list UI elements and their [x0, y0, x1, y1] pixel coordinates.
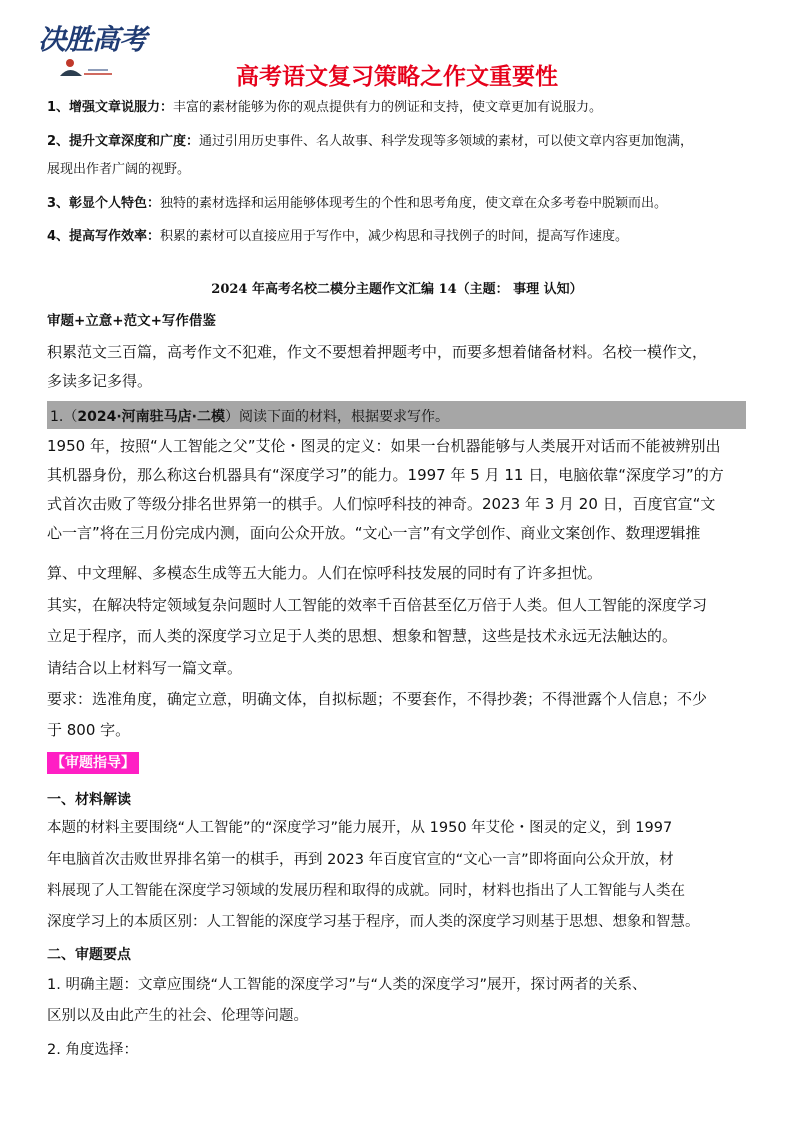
material-line: 立足于程序，而人类的深度学习立足于人类的思想、想象和智慧，这些是技术永远无法触达的。	[47, 627, 678, 645]
material-line: 算、中文理解、多模态生成等五大能力。人们在惊呼科技发展的同时有了许多担忧。	[47, 564, 603, 582]
benefit-2-continued: 展现出作者广阔的视野。	[47, 162, 191, 177]
section-title: 2024 年高考名校二模分主题作文汇编 14（主题： 事理 认知）	[211, 282, 583, 297]
material-line: 式首次击败了等级分排名世界第一的棋手。人们惊呼科技的神奇。2023 年 3 月 20 日，百度官宣“文	[47, 495, 716, 513]
material-line: 请结合以上材料写一篇文章。	[47, 659, 243, 677]
benefit-1: 1、增强文章说服力：丰富的素材能够为你的观点提供有力的例证和支持，使文章更加有说服力。	[47, 100, 603, 115]
question-header: 1.（2024·河南驻马店·二模）阅读下面的材料，根据要求写作。	[50, 409, 449, 425]
guide-tag: 【审题指导】	[47, 752, 139, 774]
part2-line: 区别以及由此产生的社会、伦理等问题。	[47, 1008, 308, 1024]
intro-line-2: 多读多记多得。	[47, 372, 153, 390]
logo-text: 决胜高考	[38, 23, 147, 56]
part2-line: 1. 明确主题：文章应围绕“人工智能的深度学习”与“人类的深度学习”展开，探讨两者的关系、	[47, 977, 647, 993]
part1-line: 料展现了人工智能在深度学习领域的发展历程和取得的成就。同时，材料也指出了人工智能与人类在	[47, 883, 685, 899]
intro-line-1: 积累范文三百篇，高考作文不犯难，作文不要想着押题考中，而要多想着储备材料。名校一模作文，	[47, 343, 708, 361]
material-line: 其实，在解决特定领域复杂问题时人工智能的效率千百倍甚至亿万倍于人类。但人工智能的深度学习	[47, 596, 708, 614]
part2-heading: 二、审题要点	[47, 947, 131, 963]
document-title: 高考语文复习策略之作文重要性	[236, 64, 558, 90]
section-subtitle: 审题+立意+范文+写作借鉴	[47, 313, 216, 329]
material-line: 其机器身份，那么称这台机器具有“深度学习”的能力。1997 年 5 月 11 日，电脑依靠“深度学习”的方	[47, 466, 724, 484]
part1-line: 本题的材料主要围绕“人工智能”的“深度学习”能力展开，从 1950 年艾伦・图灵的定义，到 1997	[47, 820, 673, 836]
material-line: 于 800 字。	[47, 721, 131, 739]
benefit-3: 3、彰显个人特色：独特的素材选择和运用能够体现考生的个性和思考角度，使文章在众多考卷中脱颖而出。	[47, 196, 668, 211]
part1-heading: 一、材料解读	[47, 792, 131, 808]
material-line: 1950 年，按照“人工智能之父”艾伦・图灵的定义：如果一台机器能够与人类展开对话而不能被辨别出	[47, 437, 721, 455]
material-line: 心一言”将在三月份完成内测，面向公众开放。“文心一言”有文学创作、商业文案创作、数理逻辑推	[47, 524, 701, 542]
part1-line: 深度学习上的本质区别：人工智能的深度学习基于程序，而人类的深度学习则基于思想、想象和智慧。	[47, 914, 700, 930]
benefit-2: 2、提升文章深度和广度：通过引用历史事件、名人故事、科学发现等多领域的素材，可以使文章内容更加饱满，	[47, 134, 694, 149]
part1-line: 年电脑首次击败世界排名第一的棋手，再到 2023 年百度官宣的“文心一言”即将面向公众开放，材	[47, 852, 674, 868]
material-line: 要求：选准角度，确定立意，明确文体，自拟标题；不要套作，不得抄袭；不得泄露个人信息；不少	[47, 690, 708, 708]
part2-line: 2. 角度选择：	[47, 1042, 138, 1058]
benefit-4: 4、提高写作效率：积累的素材可以直接应用于写作中，减少构思和寻找例子的时间，提高写作速度。	[47, 229, 629, 244]
